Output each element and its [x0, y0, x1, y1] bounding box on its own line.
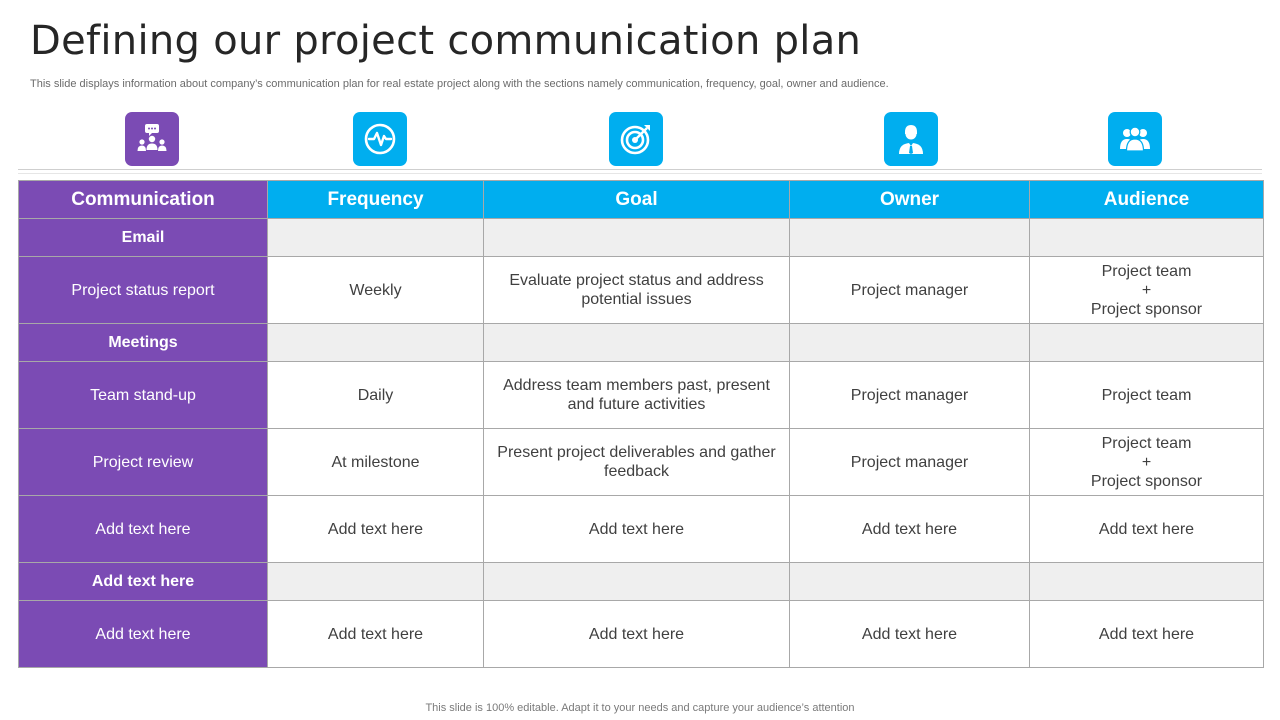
frequency-pulse-icon [353, 112, 407, 166]
goal-cell: Add text here [484, 601, 790, 668]
frequency-cell: At milestone [268, 429, 484, 496]
frequency-cell: Daily [268, 362, 484, 429]
table-header-row [19, 181, 1264, 219]
header-goal: Goal [484, 181, 790, 219]
table-cell [790, 324, 1030, 362]
section-row-placeholder [19, 563, 1264, 601]
audience-cell: Project team [1030, 362, 1264, 429]
owner-cell: Add text here [790, 601, 1030, 668]
table-cell [268, 219, 484, 257]
slide-title: Defining our project communication plan [30, 18, 862, 64]
communication-cell: Project review [19, 429, 268, 496]
table-cell [790, 219, 1030, 257]
communication-cell: Add text here [19, 601, 268, 668]
audience-cell: Add text here [1030, 601, 1264, 668]
frequency-cell: Add text here [268, 496, 484, 563]
table-row [19, 429, 1264, 496]
goal-target-icon [609, 112, 663, 166]
section-row-meetings [19, 324, 1264, 362]
owner-person-icon [884, 112, 938, 166]
audience-cell: Project team + Project sponsor [1030, 257, 1264, 324]
divider-line [18, 173, 1262, 174]
header-audience: Audience [1030, 181, 1264, 219]
section-label: Add text here [19, 563, 268, 601]
table-cell [790, 563, 1030, 601]
communication-cell: Add text here [19, 496, 268, 563]
goal-cell: Evaluate project status and address potential issues [484, 257, 790, 324]
table-row [19, 496, 1264, 563]
owner-cell: Project manager [790, 257, 1030, 324]
owner-cell: Add text here [790, 496, 1030, 563]
header-owner: Owner [790, 181, 1030, 219]
owner-cell: Project manager [790, 429, 1030, 496]
table-cell [1030, 219, 1264, 257]
goal-cell: Add text here [484, 496, 790, 563]
table-row [19, 257, 1264, 324]
table-cell [484, 563, 790, 601]
audience-cell: Project team + Project sponsor [1030, 429, 1264, 496]
table-cell [1030, 324, 1264, 362]
communication-people-icon [125, 112, 179, 166]
section-row-email [19, 219, 1264, 257]
section-label: Email [19, 219, 268, 257]
table-row [19, 601, 1264, 668]
footer-note: This slide is 100% editable. Adapt it to your needs and capture your audience’s attention [425, 702, 855, 714]
header-frequency: Frequency [268, 181, 484, 219]
communication-plan-table [18, 180, 1264, 668]
divider-line [18, 169, 1262, 170]
frequency-cell: Add text here [268, 601, 484, 668]
audience-group-icon [1108, 112, 1162, 166]
table-cell [268, 324, 484, 362]
table-cell [484, 324, 790, 362]
table-cell [1030, 563, 1264, 601]
communication-cell: Project status report [19, 257, 268, 324]
table-row [19, 362, 1264, 429]
goal-cell: Address team members past, present and future activities [484, 362, 790, 429]
goal-cell: Present project deliverables and gather feedback [484, 429, 790, 496]
audience-cell: Add text here [1030, 496, 1264, 563]
slide-subtitle: This slide displays information about company’s communication plan for real estate project along with the sections namely communication, frequency, goal, owner and audience. [30, 78, 889, 90]
owner-cell: Project manager [790, 362, 1030, 429]
frequency-cell: Weekly [268, 257, 484, 324]
table-cell [268, 563, 484, 601]
table-cell [484, 219, 790, 257]
section-label: Meetings [19, 324, 268, 362]
header-communication: Communication [19, 181, 268, 219]
communication-cell: Team stand-up [19, 362, 268, 429]
